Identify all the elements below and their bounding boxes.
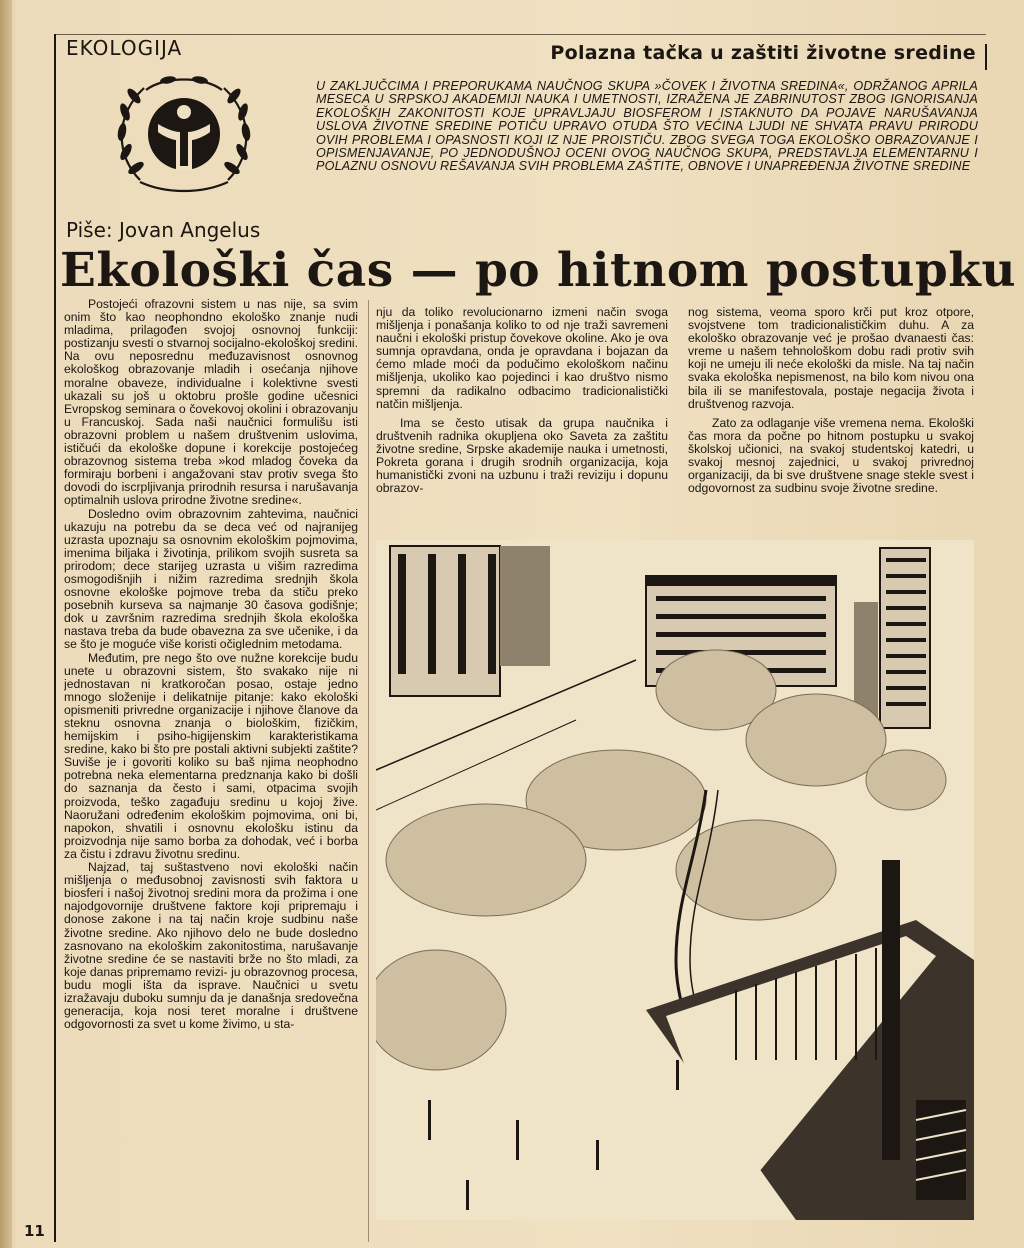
- paragraph: Postojeći ofrazovni sistem u nas nije, sa svim onim što kao neophondno ekološko znanje nudi mladima, prilagođen svojoj osnovnoj funkciji: postizanju svesti o stvarnoj socijalno-ekološkoj sredini. Na ovu neposrednu međuzavisnost osnovnog ekološkog obrazovanje mladih i osećanja njihove moralne obaveze, individualne i kolektivne svesti ukazali su još u oktobru prošle godine učesnici Evropskog seminara o čovekovoj okolini i obrazovanju u Francuskoj. Sada naši naučnici formulišu isti obrazovni problem u našem društvenim uslovima, ističući da ekološke dopune i korekcije postojećeg obrazovnog sistema treba »kod mladog čoveka da formiraju borbeni i angažovani stav protiv svega što dovodi do iscrpljivanja prirodnih resursa i narušavanja optimalnih uslova prirodne životne sredine«.: [64, 298, 358, 508]
- paragraph: Dosledno ovim obrazovnim zahtevima, naučnici ukazuju na potrebu da se deca već od najranijeg uzrasta upoznaju sa osnovnim ekološkim pojmovima, imenima biljaka i životinja, prilikom svojih susreta sa prirodom; dece starijeg uzrasta u višim razredima osmogodišnjih i nižim razredima srednjih škola osnovne ekološke pojmove treba da stiču preko posebnih kurseva sa najmanje 30 časova godišnje; dok u završnim razredima srednjih škola ekološka nastava treba da bude obavezna za sve učenike, i da se što je moguće više koristi očiglednim metodama.: [64, 506, 358, 652]
- series-title: Polazna tačka u zaštiti životne sredine: [550, 42, 976, 64]
- paragraph: Ima se često utisak da grupa naučnika i društvenih radnika okupljena oko Saveta za zaštitu životne sredine, Srpske akademije nauka i umetnosti, Pokreta gorana i drugih srodnih organizacija, koja humanistički zvoni na uzbunu i traži reviziju i dopunu obrazov-: [376, 415, 668, 496]
- paragraph: Najzad, taj suštastveno novi ekološki način mišljenja o međusobnoj zavisnosti svih faktora u biosferi i našoj životnoj sredini mora da prožima i one najodgovornije društvene faktore koji pripremaju i donose zakone i na taj način kroje sudbinu naše životne sredine. Ako njihovo delo ne bude dosledno zasnovano na ekološkim zakonitostima, narušavanje životne sredine će se nastaviti brže no što mladi, za koje danas pripremamo revizi- ju obrazovnog procesa, budu mogli išta da isprave. Naučnici u svetu izražavaju duboku sumnju da je današnja sredovečna generacija, koja nosi teret moralne i društvene odgovornosti za svet u kome živimo, u sta-: [64, 860, 358, 1032]
- section-label: EKOLOGIJA: [66, 36, 183, 60]
- column-separator: [368, 300, 369, 1242]
- article-column-1: [64, 298, 358, 1230]
- unep-emblem-icon: [110, 70, 258, 198]
- article-column-3: [688, 306, 974, 495]
- right-header-rule: [985, 44, 987, 70]
- page-binding-edge: [0, 0, 12, 1248]
- urban-landscape-illustration: [376, 540, 974, 1220]
- article-headline: Ekološki čas — po hitnom postupku: [60, 243, 1017, 298]
- paragraph: nog sistema, veoma sporo krči put kroz otpore, svojstvene tom tradicionalističkim duhu. A za ekološko obrazovanje već je prošao dvanaesti čas: vreme u našem tehnološkom dobu radi protiv svih koji ne umeju ili neće ekološki da misle. Na taj način svaka ekološka nepismenost, na bilo kom nivou ona bila ili se manifestovala, postaje negacija života i društvenog razvoja.: [688, 305, 974, 411]
- byline: Piše: Jovan Angelus: [66, 218, 261, 242]
- intro-lead: U ZAKLJUČCIMA I PREPORUKAMA NAUČNOG SKUPA »ČOVEK I ŽIVOTNA SREDINA«, ODRŽANOG APRILA MESECA U SRPSKOJ AKADEMIJI NAUKA I UMETNOSTI, IZRAŽENA JE ZABRINUTOST ZBOG IGNORISANJA EKOLOŠKIH ZAKONITOSTI KOJE UPRAVLJAJU BIOSFEROM I ISTAKNUTO DA POJAVE NARUŠAVANJA USLOVA ŽIVOTNE SREDINE POTIČU UPRAVO OTUDA ŠTO VEĆINA LJUDI NE SHVATA PRAVU PRIRODU OVIH PROBLEMA I OPASNOSTI KOJI IZ NJE PROISTIČU. ZBOG SVEGA TOGA EKOLOŠKO OBRAZOVANJE I OPISMENJAVANJE, PO JEDNODUŠNOJ OCENI OVOG NAUČNOG SKUPA, PREDSTAVLJA ELEMENTARNU I POLAZNU OSNOVU REŠAVANJA SVIH PROBLEMA ZAŠTITE, OBNOVE I UNAPREĐENJA ŽIVOTNE SREDINE: [316, 79, 978, 174]
- header-rule: [54, 34, 986, 35]
- paragraph: Zato za odlaganje više vremena nema. Ekološki čas mora da počne po hitnom postupku u svakoj školskoj učionici, na svakoj studentskoj katedri, u svakoj mesnoj zajednici, u svakoj privrednoj organizaciji, da bi sve društvene snage stekle svest i odgovornost za sudbinu svoje životne sredine.: [688, 415, 974, 496]
- page-number: 11: [24, 1222, 45, 1240]
- paragraph: nju da toliko revolucionarno izmeni način svoga mišljenja i ponašanja koliko to od nje traži savremeni naučni i ekološki pristup čovekove okoline. Ako je ova sumnja opravdana, onda je opravdana i bojazan da ćemo mlade moći da podučimo ekološkom načinu mišljenja, ukoliko kao pojedinci i kao društvo nismo spremni da radikalno odbacimo tradicionalistički natčin mišljenja.: [376, 305, 668, 411]
- left-margin-rule: [54, 34, 56, 1242]
- article-column-2: [376, 306, 668, 495]
- paragraph: Međutim, pre nego što ove nužne korekcije budu unete u obrazovni sistem, što svakako nije ni jednostavan ni kratkoročan posao, ostaje jedno mnogo složenije i delikatnije pitanje: kako ekološki opismeniti privredne organizacije i njihove članove da steknu osnovna znanja o biološkim, fizičkim, hemijskim i psiho-higijenskim karakteristikama sredine, kako bi što pre postali aktivni subjekti zaštite? Suviše je i govoriti koliko su baš njima neophodno potrebna neka elementarna predznanja kako bi došli do saznanja da često i sami, otpacima svojih proizvoda, teško zagađuju sredinu u kojoj žive. Naoružani određenim ekološkim pojmovima, oni bi, napokon, shvatili i osnovnu ekološku istinu da proizvodnja nije samo borba za dohodak, već i borba za čistu i zdravu životnu sredinu.: [64, 650, 358, 861]
